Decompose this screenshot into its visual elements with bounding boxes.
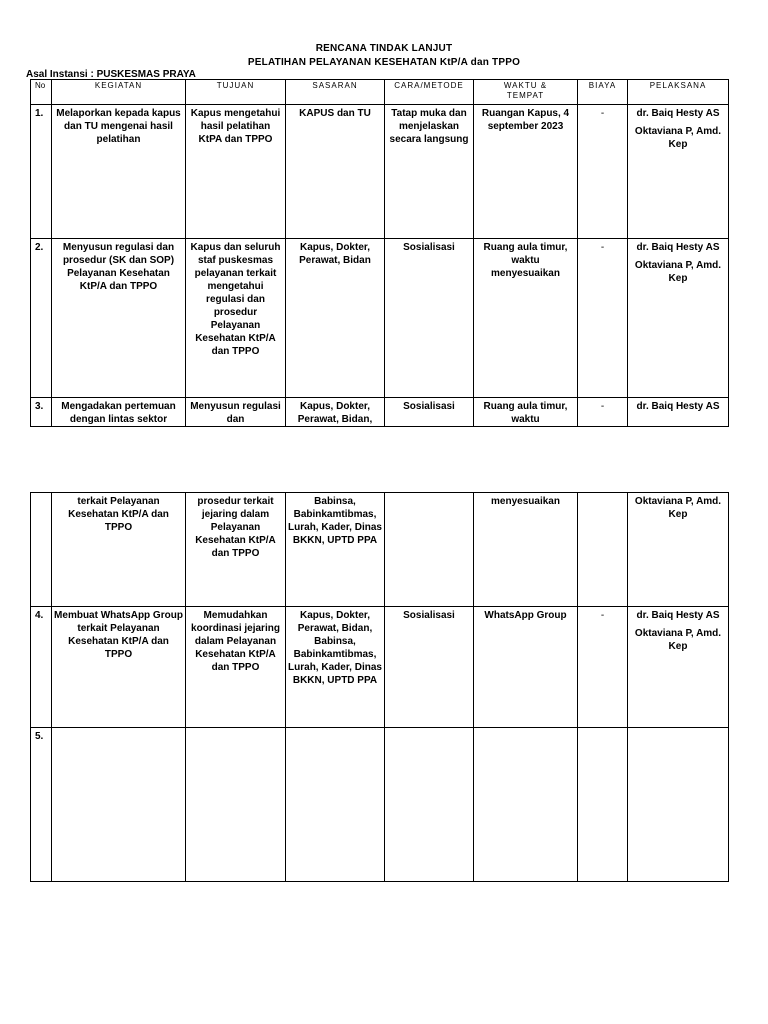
row-no: 5. bbox=[31, 728, 52, 882]
col-header-waktu-line2: TEMPAT bbox=[506, 91, 545, 100]
table-row bbox=[31, 105, 729, 239]
row-biaya bbox=[578, 493, 628, 607]
row-tujuan bbox=[186, 728, 286, 882]
row-waktu: Ruangan Kapus, 4 september 2023 bbox=[474, 105, 578, 239]
row-pelaksana-1: dr. Baiq Hesty AS bbox=[636, 108, 720, 119]
row-tujuan: Menyusun regulasi dan bbox=[186, 398, 286, 427]
row-tujuan: Kapus mengetahui hasil pelatihan KtPA dan TPPO bbox=[186, 105, 286, 239]
row-tujuan: Kapus dan seluruh staf puskesmas pelayanan terkait mengetahui regulasi dan prosedur Pelayanan Kesehatan KtP/A dan TPPO bbox=[186, 239, 286, 398]
row-biaya: - bbox=[578, 239, 628, 398]
table-row bbox=[31, 398, 729, 427]
row-cara: Sosialisasi bbox=[385, 398, 474, 427]
row-cara: Sosialisasi bbox=[385, 607, 474, 728]
row-sasaran: Kapus, Dokter, Perawat, Bidan bbox=[286, 239, 385, 398]
row-pelaksana-1: dr. Baiq Hesty AS bbox=[636, 610, 720, 621]
document-title: RENCANA TINDAK LANJUT bbox=[315, 43, 453, 54]
row-waktu bbox=[474, 728, 578, 882]
row-kegiatan: Membuat WhatsApp Group terkait Pelayanan Kesehatan KtP/A dan TPPO bbox=[52, 607, 186, 728]
row-pelaksana bbox=[628, 239, 729, 398]
row-biaya: - bbox=[578, 398, 628, 427]
row-no: 4. bbox=[31, 607, 52, 728]
row-cara: Tatap muka dan menjelaskan secara langsung bbox=[385, 105, 474, 239]
row-kegiatan bbox=[52, 728, 186, 882]
row-pelaksana-2: Oktaviana P, Amd. Kep bbox=[634, 628, 722, 652]
row-biaya: - bbox=[578, 607, 628, 728]
table-row bbox=[31, 728, 729, 882]
row-kegiatan: terkait Pelayanan Kesehatan KtP/A dan TPPO bbox=[52, 493, 186, 607]
table-header-row bbox=[31, 80, 729, 105]
table-row bbox=[31, 607, 729, 728]
row-tujuan: Memudahkan koordinasi jejaring dalam Pelayanan Kesehatan KtP/A dan TPPO bbox=[186, 607, 286, 728]
document-subtitle: PELATIHAN PELAYANAN KESEHATAN KtP/A dan TPPO bbox=[247, 57, 521, 68]
table-row bbox=[31, 493, 729, 607]
row-sasaran: KAPUS dan TU bbox=[286, 105, 385, 239]
row-waktu: Ruang aula timur, waktu bbox=[474, 398, 578, 427]
rtl-table-page1 bbox=[30, 79, 729, 427]
row-pelaksana-2: Oktaviana P, Amd. Kep bbox=[634, 260, 722, 284]
row-pelaksana: Oktaviana P, Amd. Kep bbox=[628, 493, 729, 607]
row-waktu: menyesuaikan bbox=[474, 493, 578, 607]
row-sasaran bbox=[286, 728, 385, 882]
row-sasaran: Kapus, Dokter, Perawat, Bidan, bbox=[286, 398, 385, 427]
row-sasaran: Kapus, Dokter, Perawat, Bidan, Babinsa, Babinkamtibmas, Lurah, Kader, Dinas BKKN, UPTD PPA bbox=[286, 607, 385, 728]
row-pelaksana bbox=[628, 105, 729, 239]
col-header-tujuan: TUJUAN bbox=[186, 80, 286, 105]
row-kegiatan: Melaporkan kepada kapus dan TU mengenai hasil pelatihan bbox=[52, 105, 186, 239]
col-header-sasaran: SASARAN bbox=[286, 80, 385, 105]
row-sasaran: Babinsa, Babinkamtibmas, Lurah, Kader, Dinas BKKN, UPTD PPA bbox=[286, 493, 385, 607]
row-tujuan: prosedur terkait jejaring dalam Pelayanan Kesehatan KtP/A dan TPPO bbox=[186, 493, 286, 607]
rtl-table-page2 bbox=[30, 492, 729, 882]
col-header-waktu bbox=[474, 80, 578, 105]
instansi-label: Asal Instansi : PUSKESMAS PRAYA bbox=[26, 69, 196, 80]
row-pelaksana: dr. Baiq Hesty AS bbox=[628, 398, 729, 427]
row-waktu: WhatsApp Group bbox=[474, 607, 578, 728]
col-header-kegiatan: KEGIATAN bbox=[52, 80, 186, 105]
row-no bbox=[31, 493, 52, 607]
row-no: 1. bbox=[31, 105, 52, 239]
table-row bbox=[31, 239, 729, 398]
col-header-pelaksana: PELAKSANA bbox=[628, 80, 729, 105]
row-kegiatan: Menyusun regulasi dan prosedur (SK dan SOP) Pelayanan Kesehatan KtP/A dan TPPO bbox=[52, 239, 186, 398]
row-pelaksana bbox=[628, 607, 729, 728]
row-pelaksana bbox=[628, 728, 729, 882]
row-no: 2. bbox=[31, 239, 52, 398]
row-pelaksana-2: Oktaviana P, Amd. Kep bbox=[634, 126, 722, 150]
col-header-cara: CARA/METODE bbox=[385, 80, 474, 105]
col-header-waktu-line1: WAKTU & bbox=[503, 81, 548, 90]
row-pelaksana-1: dr. Baiq Hesty AS bbox=[636, 242, 720, 253]
row-cara: Sosialisasi bbox=[385, 239, 474, 398]
row-cara bbox=[385, 728, 474, 882]
row-kegiatan: Mengadakan pertemuan dengan lintas sektor bbox=[52, 398, 186, 427]
row-biaya: - bbox=[578, 105, 628, 239]
row-waktu: Ruang aula timur, waktu menyesuaikan bbox=[474, 239, 578, 398]
row-cara bbox=[385, 493, 474, 607]
col-header-no: No bbox=[31, 80, 52, 105]
row-no: 3. bbox=[31, 398, 52, 427]
col-header-biaya: BIAYA bbox=[578, 80, 628, 105]
row-biaya bbox=[578, 728, 628, 882]
